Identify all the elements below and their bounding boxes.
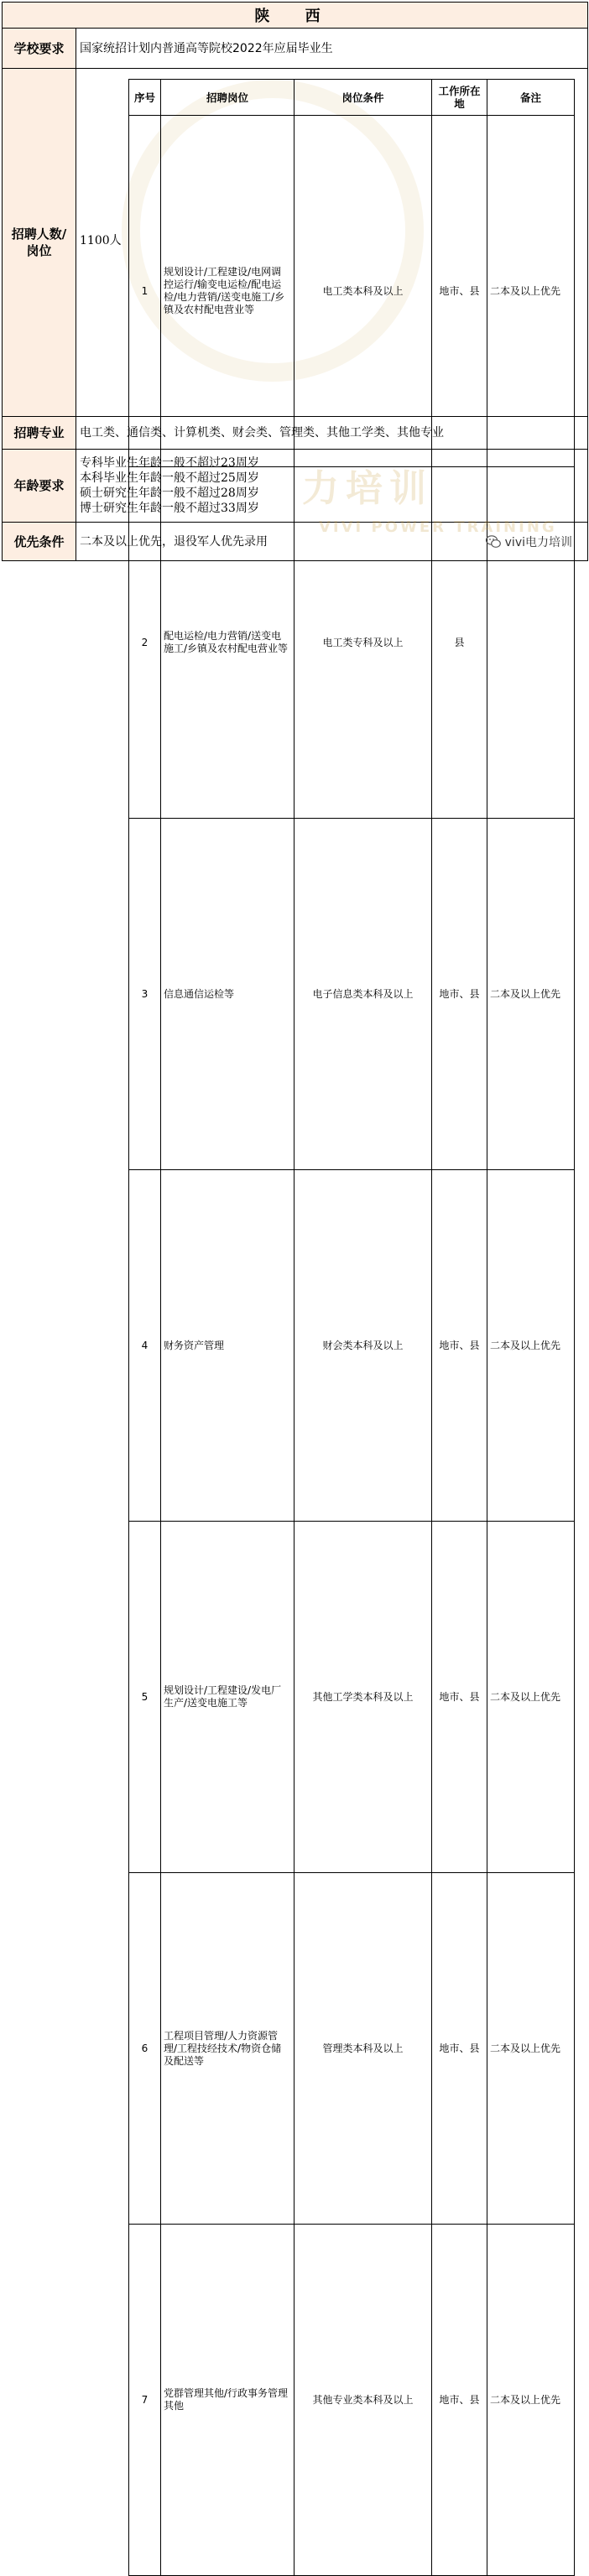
wechat-account	[486, 533, 572, 550]
row-condition: 其他专业类本科及以上	[294, 2225, 432, 2576]
row-location: 地市、县	[432, 2225, 487, 2576]
positions-table	[128, 79, 575, 2576]
priority-value: 二本及以上优先，退役军人优先录用	[76, 523, 588, 561]
table-row	[129, 1522, 575, 1873]
watermark-text: 力培训	[302, 467, 433, 510]
row-no: 4	[129, 1170, 161, 1522]
row-post: 信息通信运检等	[161, 819, 294, 1170]
wechat-icon	[486, 535, 501, 549]
row-condition: 电子信息类本科及以上	[294, 819, 432, 1170]
priority-label: 优先条件	[3, 523, 76, 561]
positions-label-line2: 岗位	[26, 243, 52, 258]
row-no: 5	[129, 1522, 161, 1873]
row-post: 规划设计/工程建设/电网调控运行/输变电运检/配电运检/电力营销/送变电施工/乡镇及农村配电营业等	[161, 116, 294, 467]
row-post: 工程项目管理/人力资源管理/工程技经技术/物资仓储及配送等	[161, 1873, 294, 2225]
row-note: 二本及以上优先	[487, 116, 575, 467]
positions-count: 1100人	[80, 234, 122, 247]
header-condition: 岗位条件	[294, 80, 432, 116]
row-no: 2	[129, 467, 161, 819]
row-note: 二本及以上优先	[487, 2225, 575, 2576]
table-row	[129, 467, 575, 819]
age-label: 年龄要求	[3, 450, 76, 523]
age-line-master: 硕士研究生年龄一般不超过28周岁	[80, 487, 259, 500]
age-line-junior-college: 专科毕业生年龄一般不超过23周岁	[80, 456, 259, 470]
table-row	[129, 1873, 575, 2225]
positions-label-line1: 招聘人数/	[11, 226, 67, 242]
row-location: 地市、县	[432, 1522, 487, 1873]
row-location: 地市、县	[432, 1873, 487, 2225]
province-title: 陕 西	[3, 3, 588, 29]
age-line-doctor: 博士研究生年龄一般不超过33周岁	[80, 502, 259, 515]
age-line-bachelor: 本科毕业生年龄一般不超过25周岁	[80, 471, 259, 485]
row-post: 配电运检/电力营销/送变电施工/乡镇及农村配电营业等	[161, 467, 294, 819]
row-condition: 管理类本科及以上	[294, 1873, 432, 2225]
major-value: 电工类、通信类、计算机类、财会类、管理类、其他工学类、其他专业	[76, 417, 588, 450]
row-no: 1	[129, 116, 161, 467]
row-note: 二本及以上优先	[487, 1873, 575, 2225]
table-row	[129, 819, 575, 1170]
major-label: 招聘专业	[3, 417, 76, 450]
watermark-subtext: VIVI POWER TRAINING	[319, 518, 557, 536]
row-condition: 其他工学类本科及以上	[294, 1522, 432, 1873]
row-location: 地市、县	[432, 116, 487, 467]
row-location: 地市、县	[432, 1170, 487, 1522]
school-value: 国家统招计划内普通高等院校2022年应届毕业生	[76, 29, 588, 69]
table-row	[129, 1170, 575, 1522]
row-note	[487, 467, 575, 819]
header-note: 备注	[487, 80, 575, 116]
row-note: 二本及以上优先	[487, 1170, 575, 1522]
row-location: 县	[432, 467, 487, 819]
row-note: 二本及以上优先	[487, 819, 575, 1170]
row-condition: 电工类专科及以上	[294, 467, 432, 819]
wechat-account-name: vivi电力培训	[504, 536, 572, 549]
row-condition: 财会类本科及以上	[294, 1170, 432, 1522]
header-location: 工作所在地	[432, 80, 487, 116]
positions-label	[3, 69, 76, 417]
row-post: 规划设计/工程建设/发电厂生产/送变电施工等	[161, 1522, 294, 1873]
row-post: 党群管理其他/行政事务管理其他	[161, 2225, 294, 2576]
header-post: 招聘岗位	[161, 80, 294, 116]
row-note: 二本及以上优先	[487, 1522, 575, 1873]
row-no: 3	[129, 819, 161, 1170]
positions-table-header	[129, 80, 575, 116]
outer-table	[2, 2, 588, 2412]
school-label: 学校要求	[3, 29, 76, 69]
table-row	[129, 2225, 575, 2576]
row-condition: 电工类本科及以上	[294, 116, 432, 467]
row-post: 财务资产管理	[161, 1170, 294, 1522]
row-location: 地市、县	[432, 819, 487, 1170]
row-no: 7	[129, 2225, 161, 2576]
row-no: 6	[129, 1873, 161, 2225]
table-row	[129, 116, 575, 467]
header-no: 序号	[129, 80, 161, 116]
